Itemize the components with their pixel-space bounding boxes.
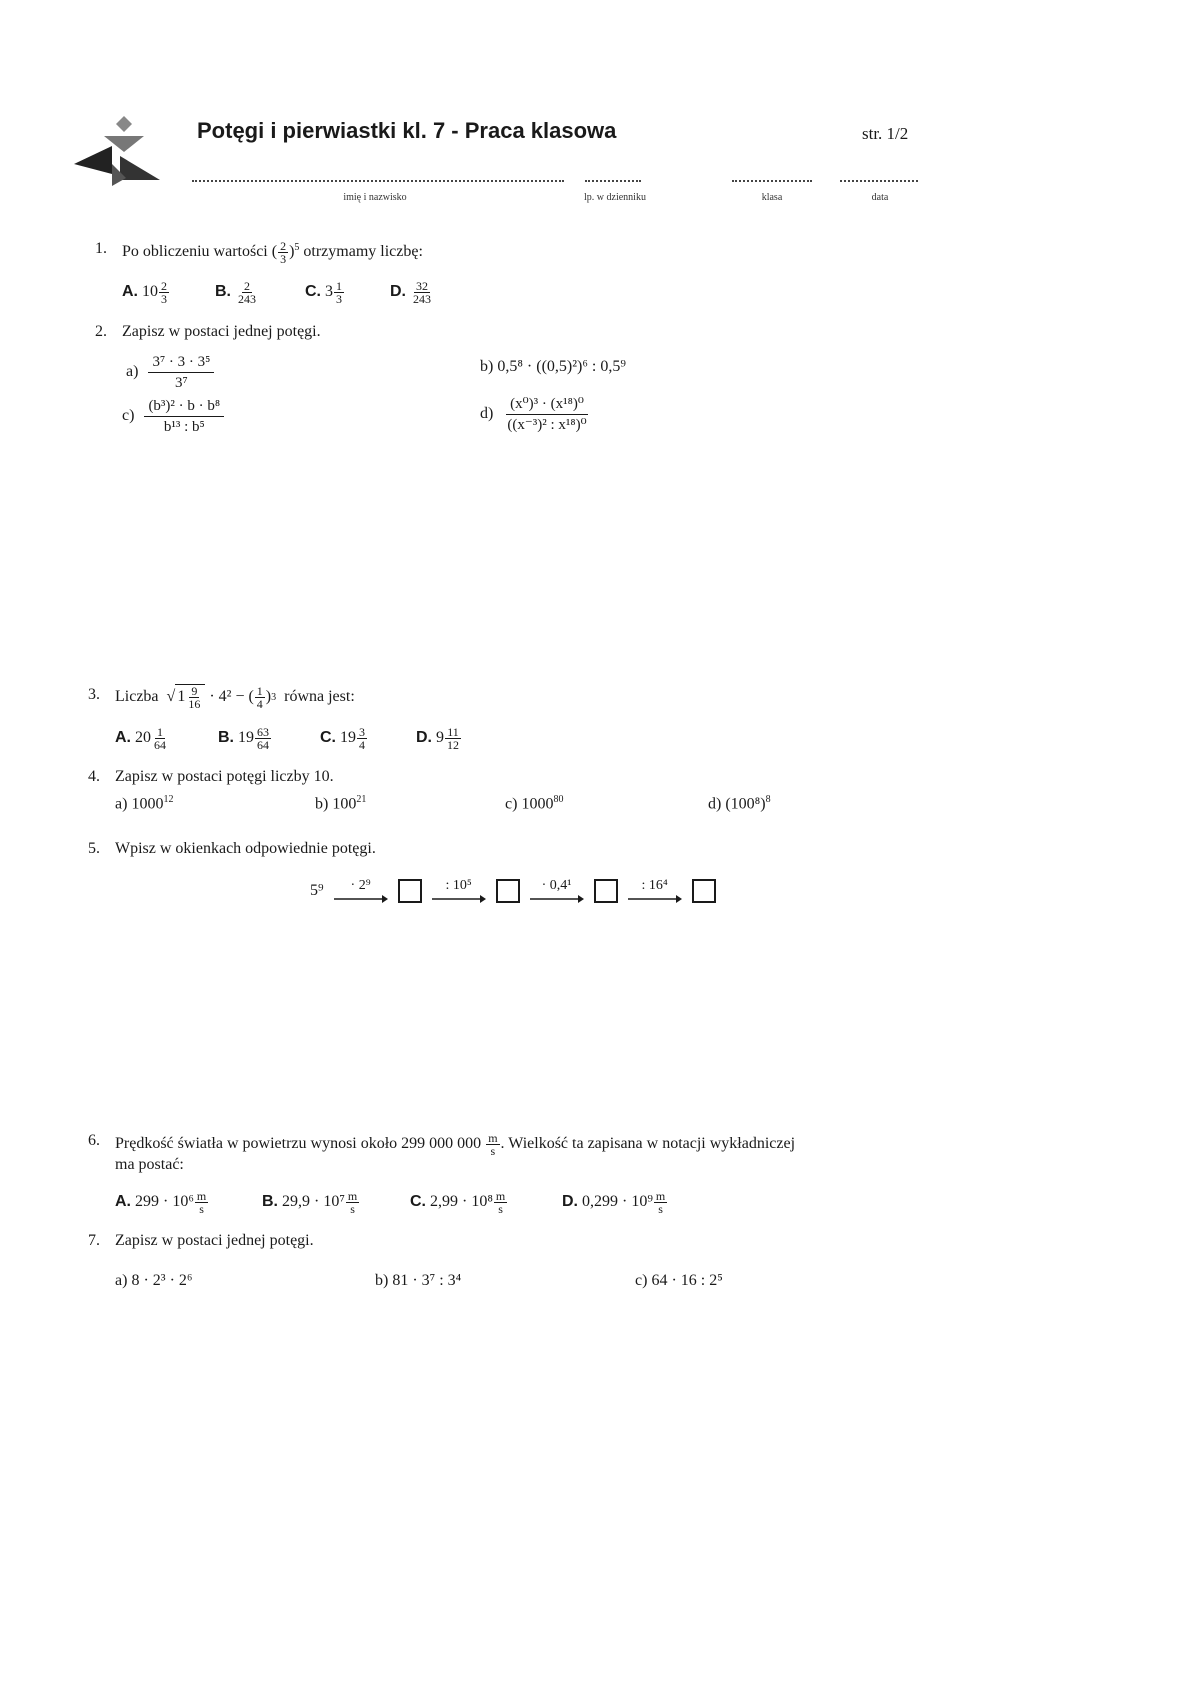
question-1-text: Po obliczeniu wartości ( $\frac{2}{3}$ )$^5$ otrzymamy liczbę: (122, 239, 423, 266)
question-6-text-line-2: ma postać: (115, 1156, 184, 1173)
q2-item-c: c) $\frac{\text{(b³)² · b · b⁸}}{\text{b¹³ : b⁵}}$ (122, 396, 224, 437)
date-field-caption: data (871, 192, 889, 203)
answer-box-4[interactable] (692, 879, 716, 903)
answer-box-2[interactable] (496, 879, 520, 903)
chain-arrow-4: : 16⁴ (628, 878, 682, 904)
q7-item-b: b) 81 · 3⁷ : 3⁴ (375, 1272, 462, 1289)
q6-option-c[interactable]: C. 2,99 · 10⁸ $\frac{m}{s}$ (410, 1189, 506, 1216)
q2-item-d: d) $\frac{\text{(x⁰)³ · (x¹⁸)⁰}}{\text{((x⁻³)² : x¹⁸)⁰}}$ (480, 396, 587, 433)
date-field-line[interactable] (840, 180, 918, 182)
q4-item-a: a) 1000$^{12}$ (115, 794, 174, 813)
page-title: Potęgi i pierwiastki kl. 7 - Praca klasowa (197, 118, 617, 143)
q3-sqrt: 1 $\frac{9}{16}$ (175, 684, 205, 710)
q4-item-c: c) 1000$^{80}$ (505, 794, 564, 813)
q1-text-before: Po obliczeniu wartości (122, 243, 268, 261)
question-2-text: Zapisz w postaci jednej potęgi. (122, 323, 321, 340)
q1-text-after: otrzymamy liczbę: (303, 243, 423, 261)
q2-item-a: a) $\frac{\text{3⁷ · 3 · 3⁵}}{\text{3⁷}}$ (126, 352, 214, 393)
q6-option-a[interactable]: A. 299 · 10⁶ $\frac{m}{s}$ (115, 1189, 207, 1216)
question-6-text: Prędkość światła w powietrzu wynosi około 299 000 000 $\frac{m}{s}$ . Wielkość ta zapisana w notacji wykładniczej (115, 1131, 796, 1158)
question-5-number: 5. (88, 840, 100, 857)
question-4-number: 4. (88, 768, 100, 785)
q3-option-a[interactable]: A. 20 $\frac{1}{64}$ (115, 725, 166, 752)
name-field-line[interactable] (192, 180, 564, 182)
question-3-number: 3. (88, 686, 100, 703)
q2-item-b: b) 0,5⁸ · ((0,5)²)⁶ : 0,5⁹ (480, 358, 626, 375)
question-7-text: Zapisz w postaci jednej potęgi. (115, 1232, 314, 1249)
register-number-field-line[interactable] (585, 180, 641, 182)
question-2-number: 2. (95, 323, 107, 340)
answer-box-1[interactable] (398, 879, 422, 903)
question-3-text: Liczba √ 1 $\frac{9}{16}$ · 4² − ( $\frac{1}{4}$ ) 3 równa jest: (115, 683, 355, 711)
q3-option-b[interactable]: B. 19 $\frac{63}{64}$ (218, 725, 269, 752)
q1-option-b[interactable]: B. $\frac{2}{243}$ (215, 279, 256, 306)
chain-arrow-1: · 2⁹ (334, 878, 388, 904)
question-7-number: 7. (88, 1232, 100, 1249)
power-chain (310, 878, 716, 904)
q6-option-b[interactable]: B. 29,9 · 10⁷ $\frac{m}{s}$ (262, 1189, 358, 1216)
question-5-text: Wpisz w okienkach odpowiednie potęgi. (115, 840, 376, 857)
q6-option-d[interactable]: D. 0,299 · 10⁹ $\frac{m}{s}$ (562, 1189, 666, 1216)
page-number: str. 1/2 (862, 124, 909, 143)
question-4-text: Zapisz w postaci potęgi liczby 10. (115, 768, 334, 785)
q1-option-d[interactable]: D. $\frac{32}{243}$ (390, 279, 431, 306)
q1-exponent: 5 (294, 241, 300, 253)
class-field-line[interactable] (732, 180, 812, 182)
class-field-caption: klasa (761, 192, 783, 203)
q7-item-a: a) 8 · 2³ · 2⁶ (115, 1272, 193, 1289)
answer-box-3[interactable] (594, 879, 618, 903)
q3-option-c[interactable]: C. 19 $\frac{3}{4}$ (320, 725, 365, 752)
q7-item-c: c) 64 · 16 : 2⁵ (635, 1272, 723, 1289)
question-1-number: 1. (95, 240, 107, 257)
chain-start: 5⁹ (310, 882, 324, 899)
q3-option-d[interactable]: D. 9 $\frac{11}{12}$ (416, 725, 459, 752)
register-number-field-caption: lp. w dzienniku (584, 192, 646, 203)
tangram-logo (74, 116, 164, 188)
name-field-caption: imię i nazwisko (343, 192, 407, 203)
q4-item-b: b) $100^{21}$ (315, 794, 367, 813)
chain-arrow-2: : 10⁵ (432, 878, 486, 904)
q1-option-a[interactable]: A. 10 $\frac{2}{3}$ (122, 279, 167, 306)
q1-option-c[interactable]: C. 3 $\frac{1}{3}$ (305, 279, 342, 306)
q1-fraction: $\frac{2}{3}$ (280, 239, 287, 266)
chain-arrow-3: · 0,4¹ (530, 878, 584, 904)
question-6-number: 6. (88, 1132, 100, 1149)
q4-item-d: d) $(100^8)^8$ (708, 794, 771, 813)
